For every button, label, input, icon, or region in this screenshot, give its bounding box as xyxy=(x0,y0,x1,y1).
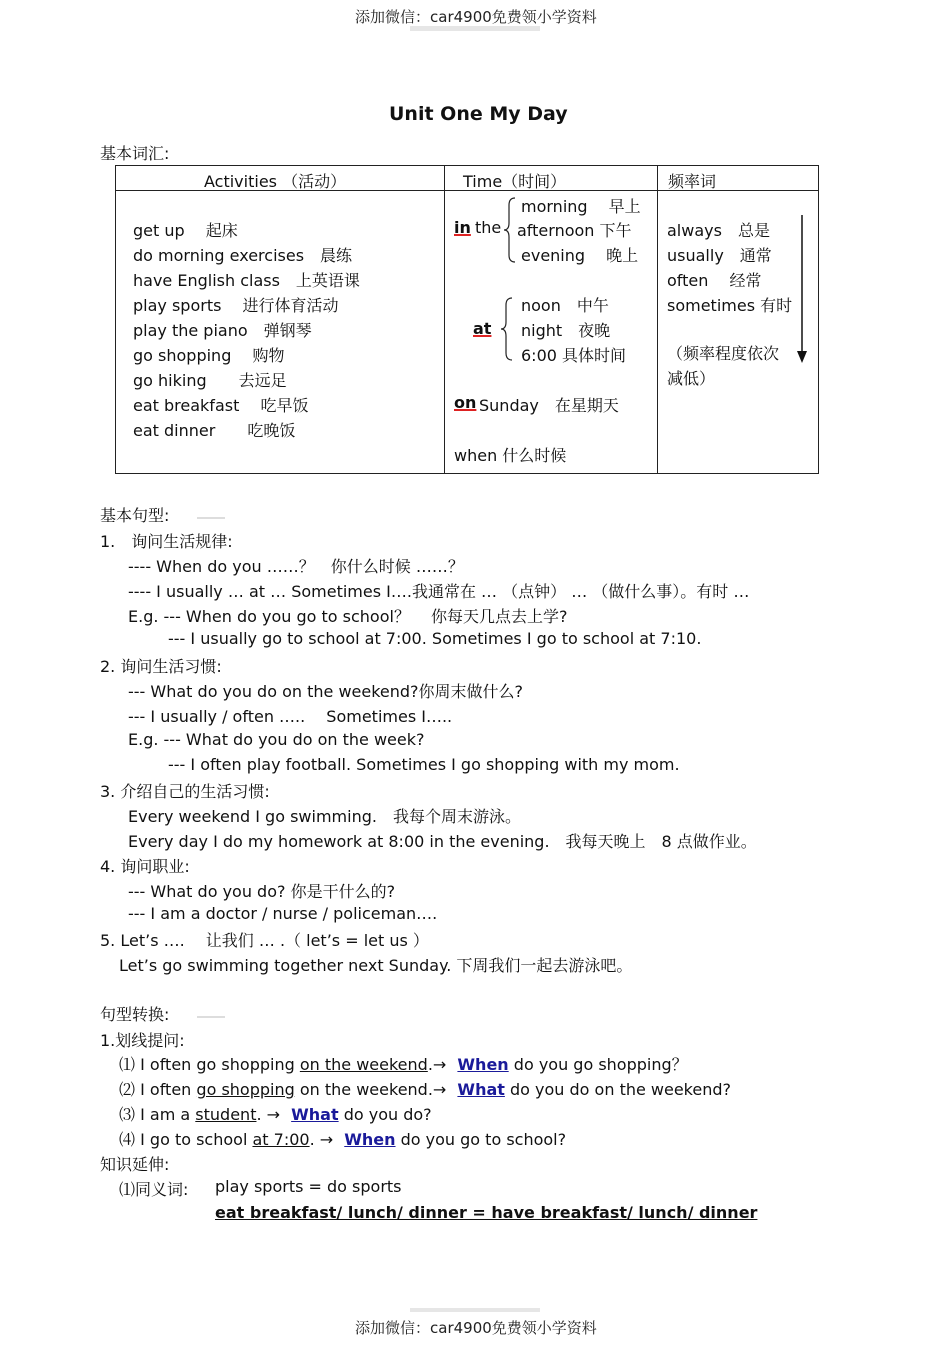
activities-cell xyxy=(116,191,445,474)
s3-line: Every day I do my homework at 8:00 in the evening. 我每天晚上 8 点做作业。 xyxy=(128,832,757,851)
vocab-section-heading: 基本词汇: xyxy=(100,144,170,163)
s1-line: ---- I usually … at … Sometimes I….我通常在 … （点钟） … （做什么事）。有时 … xyxy=(128,582,750,601)
synonym-line: eat breakfast/ lunch/ dinner = have breakfast/ lunch/ dinner xyxy=(215,1203,758,1222)
s4-line: --- I am a doctor / nurse / policeman…. xyxy=(128,904,438,923)
synonym-label: ⑴同义词: xyxy=(119,1180,189,1199)
time-item-at: noon 中午 xyxy=(521,296,609,315)
s1-heading: 1. 询问生活规律: xyxy=(100,532,233,551)
s5-line: Let’s go swimming together next Sunday. 下周我们一起去游泳吧。 xyxy=(119,956,633,975)
time-item-at: night 夜晚 xyxy=(521,321,611,340)
activity-item: eat breakfast 吃早饭 xyxy=(133,396,309,415)
brace-icon-in xyxy=(503,197,517,263)
vocab-table xyxy=(115,165,819,474)
underlined-phrase: on the weekend xyxy=(299,1055,428,1074)
transform-item: ⑷ I go to school at 7:00. → When do you go to school? xyxy=(119,1130,567,1149)
answer-word: What xyxy=(291,1105,339,1124)
watermark-bottom: 添加微信：car4900免费领小学资料 xyxy=(355,1319,597,1337)
activity-item: go shopping 购物 xyxy=(133,346,285,365)
preposition-on: on xyxy=(454,393,477,412)
s4-line: --- What do you do? 你是干什么的? xyxy=(128,882,396,901)
activity-item: eat dinner 吃晚饭 xyxy=(133,421,296,440)
article-the: the xyxy=(475,218,502,237)
s1-line: --- I usually go to school at 7:00. Sometimes I go to school at 7:10. xyxy=(168,629,702,648)
transform-subheading: 1.划线提问: xyxy=(100,1031,185,1050)
activity-item: get up 起床 xyxy=(133,221,238,240)
transform-section-heading: 句型转换: xyxy=(100,1005,170,1024)
time-item-in: evening 晚上 xyxy=(521,246,639,265)
header-time: Time（时间） xyxy=(445,166,658,191)
underlined-phrase: student xyxy=(195,1105,257,1124)
preposition-at: at xyxy=(473,319,492,338)
preposition-in: in xyxy=(454,218,471,237)
sentences-section-heading: 基本句型: xyxy=(100,506,170,525)
underlined-phrase: at 7:00 xyxy=(252,1130,310,1149)
s1-line: ---- When do you ……？ 你什么时候 ……？ xyxy=(128,557,464,576)
activity-item: do morning exercises 晨练 xyxy=(133,246,353,265)
frequency-item: sometimes 有时 xyxy=(667,296,793,315)
time-item-at: 6:00 具体时间 xyxy=(521,346,627,365)
activity-item: go hiking 去远足 xyxy=(133,371,287,390)
transform-item: ⑵ I often go shopping on the weekend.→ What do you do on the weekend? xyxy=(119,1080,732,1099)
when-item: when 什么时候 xyxy=(454,446,567,465)
s2-line: E.g. --- What do you do on the week? xyxy=(128,730,425,749)
answer-word: When xyxy=(344,1130,396,1149)
s2-line: --- I often play football. Sometimes I go shopping with my mom. xyxy=(168,755,680,774)
activity-item: play the piano 弹钢琴 xyxy=(133,321,312,340)
page-title: Unit One My Day xyxy=(389,103,568,125)
s5-heading: 5. Let’s …. 让我们 … .（ let’s = let us ） xyxy=(100,931,429,950)
faint-mark xyxy=(197,517,225,519)
s4-heading: 4. 询问职业: xyxy=(100,857,190,876)
synonym-line: play sports = do sports xyxy=(215,1177,402,1196)
on-sunday: Sunday 在星期天 xyxy=(479,396,619,415)
transform-item: ⑶ I am a student. → What do you do? xyxy=(119,1105,432,1124)
frequency-note: 减低） xyxy=(667,369,716,388)
underlined-phrase: go shopping xyxy=(196,1080,295,1099)
frequency-item: usually 通常 xyxy=(667,246,772,265)
knowledge-section-heading: 知识延伸: xyxy=(100,1155,170,1174)
transform-item: ⑴ I often go shopping on the weekend.→ When do you go shopping？ xyxy=(119,1055,688,1074)
s3-line: Every weekend I go swimming. 我每个周末游泳。 xyxy=(128,807,521,826)
faint-header-text xyxy=(410,26,540,31)
s2-line: --- I usually / often ….. Sometimes I….. xyxy=(128,707,453,726)
s2-heading: 2. 询问生活习惯: xyxy=(100,657,222,676)
activity-item: have English class 上英语课 xyxy=(133,271,360,290)
faint-footer-text xyxy=(410,1308,540,1312)
header-frequency: 频率词 xyxy=(658,166,819,191)
s3-heading: 3. 介绍自己的生活习惯: xyxy=(100,782,270,801)
time-cell xyxy=(445,191,658,474)
answer-word: What xyxy=(457,1080,505,1099)
s2-line: --- What do you do on the weekend?你周末做什么? xyxy=(128,682,524,701)
frequency-item: often 经常 xyxy=(667,271,762,290)
frequency-note: （频率程度依次 xyxy=(667,344,780,363)
header-activities: Activities （活动） xyxy=(116,166,445,191)
answer-word: When xyxy=(457,1055,509,1074)
faint-mark xyxy=(197,1016,225,1018)
frequency-cell xyxy=(658,191,819,474)
brace-icon-at xyxy=(500,297,514,361)
time-item-in: morning 早上 xyxy=(521,197,641,216)
down-arrow-icon xyxy=(796,215,808,365)
frequency-item: always 总是 xyxy=(667,221,770,240)
watermark-top: 添加微信：car4900免费领小学资料 xyxy=(355,8,597,26)
time-item-in: afternoon 下午 xyxy=(517,221,632,240)
s1-line: E.g. --- When do you go to school？ 你每天几点去上学? xyxy=(128,607,568,626)
activity-item: play sports 进行体育活动 xyxy=(133,296,339,315)
